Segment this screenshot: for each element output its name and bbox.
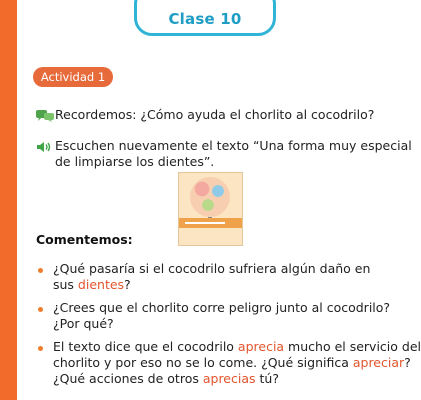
recall-text: Recordemos: ¿Cómo ayuda el chorlito al cocodrilo?: [55, 107, 375, 122]
class-title: Clase 10: [168, 10, 242, 28]
comment-heading: Comentemos:: [36, 232, 133, 247]
question-3-line3: ¿Qué acciones de otros aprecias tú?: [53, 371, 279, 386]
listen-text-line2: de limpiarse los dientes”.: [55, 154, 215, 169]
question-3-line1: El texto dice que el cocodrilo aprecia mucho el servicio del: [53, 339, 421, 354]
left-orange-stripe: [0, 0, 17, 400]
question-2-line1: ¿Crees que el chorlito corre peligro junto al cocodrilo?: [53, 300, 391, 315]
highlight-word: dientes: [77, 277, 125, 292]
bullet-dot: [38, 307, 43, 312]
book-cover-image: [178, 172, 243, 246]
speaker-icon: [35, 140, 55, 154]
question-2-line2: ¿Por qué?: [53, 316, 114, 331]
question-1-line1: ¿Qué pasaría si el cocodrilo sufriera algún daño en: [53, 261, 371, 276]
bullet-dot: [38, 268, 43, 273]
listen-text-line1: Escuchen nuevamente el texto “Una forma muy especial: [55, 138, 412, 153]
highlight-word: apreciar: [352, 355, 405, 370]
chat-bubbles-icon: [35, 109, 55, 123]
highlight-word: aprecia: [237, 339, 285, 354]
question-3-line2: chorlito y por eso no se lo come. ¿Qué significa apreciar?: [53, 355, 411, 370]
activity-badge: Actividad 1: [33, 67, 113, 87]
bullet-dot: [38, 346, 43, 351]
question-1-line2: sus dientes?: [53, 277, 131, 292]
highlight-word: aprecias: [202, 371, 256, 386]
book-cover-illustration: [190, 177, 230, 217]
